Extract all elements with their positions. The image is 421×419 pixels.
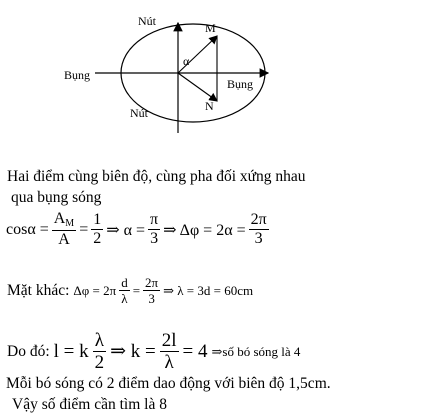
eq2-d-over-lambda <box>119 276 130 305</box>
eq1-res-den: 3 <box>254 230 263 247</box>
eq1-cos: cosα = <box>6 220 49 238</box>
eq1-result <box>249 212 269 247</box>
eq1-pi3-den: 3 <box>150 230 159 247</box>
eq2-den: 3 <box>148 291 155 306</box>
eq1-equals: = <box>79 220 89 238</box>
eq3-result: = 4 <box>182 340 208 362</box>
eq3-tail: ⇒số bó sóng là 4 <box>211 343 301 359</box>
eq2-d: d <box>121 275 128 290</box>
eq1-a-num: A <box>53 210 66 227</box>
eq2-lhs: Δφ = 2π <box>73 282 117 298</box>
eq3-lead: Do đó: <box>7 342 50 360</box>
eq3-num: 2l <box>161 330 177 351</box>
eq2-num: 2π <box>145 275 159 290</box>
eq2-equals: = <box>132 282 141 298</box>
label-point-n: N <box>205 99 214 113</box>
eq1-amplitude-ratio <box>52 211 76 248</box>
eq1-pi-over-3 <box>148 212 160 247</box>
eq1-implies-alpha: ⇒ α = <box>106 221 146 239</box>
vector-on <box>178 73 217 101</box>
eq1-half <box>91 212 103 247</box>
eq2-body <box>73 276 253 305</box>
eq1-half-den: 2 <box>93 230 102 247</box>
eq3-2l-over-lambda <box>160 331 179 372</box>
eq3-lhs: l = k <box>53 340 89 362</box>
eq2-2pi-over-3 <box>143 276 160 305</box>
equation-wavelength <box>7 276 253 305</box>
eq1-a-num-sub: M <box>65 218 75 229</box>
solution-line-2: qua bụng sóng <box>11 189 102 206</box>
eq1-half-num: 1 <box>93 211 102 228</box>
eq2-tail: ⇒ λ = 3d = 60cm <box>163 282 254 298</box>
eq3-lambda: λ <box>94 330 104 351</box>
label-antinode-right: Bụng <box>227 77 254 91</box>
solution-line-7: Vậy số điểm cần tìm là 8 <box>12 396 167 413</box>
eq3-den: λ <box>164 352 174 373</box>
eq3-implies: ⇒ k = <box>110 341 156 362</box>
solution-line-6: Mỗi bó sóng có 2 điểm dao động với biên độ 1,5cm. <box>6 375 331 392</box>
label-point-m: M <box>205 21 216 35</box>
eq3-lambda-over-2 <box>93 331 107 372</box>
eq2-lead: Mặt khác: <box>7 281 70 299</box>
eq1-implies-dphi: ⇒ Δφ = 2α = <box>163 221 246 239</box>
solution-line-1: Hai điểm cùng biên độ, cùng pha đối xứng nhau <box>7 168 306 185</box>
label-node-top: Nút <box>138 14 156 28</box>
eq2-lambda: λ <box>121 291 128 306</box>
label-node-bottom: Nút <box>130 106 148 120</box>
eq1-res-num: 2π <box>250 211 267 228</box>
label-antinode-left: Bụng <box>64 68 91 82</box>
eq1-a-den: A <box>58 231 70 248</box>
eq3-two: 2 <box>94 352 105 373</box>
equation-number-of-loops <box>7 331 300 372</box>
eq1-pi3-num: π <box>150 211 159 228</box>
label-alpha: α <box>183 54 190 68</box>
equation-cos-alpha <box>6 211 269 248</box>
